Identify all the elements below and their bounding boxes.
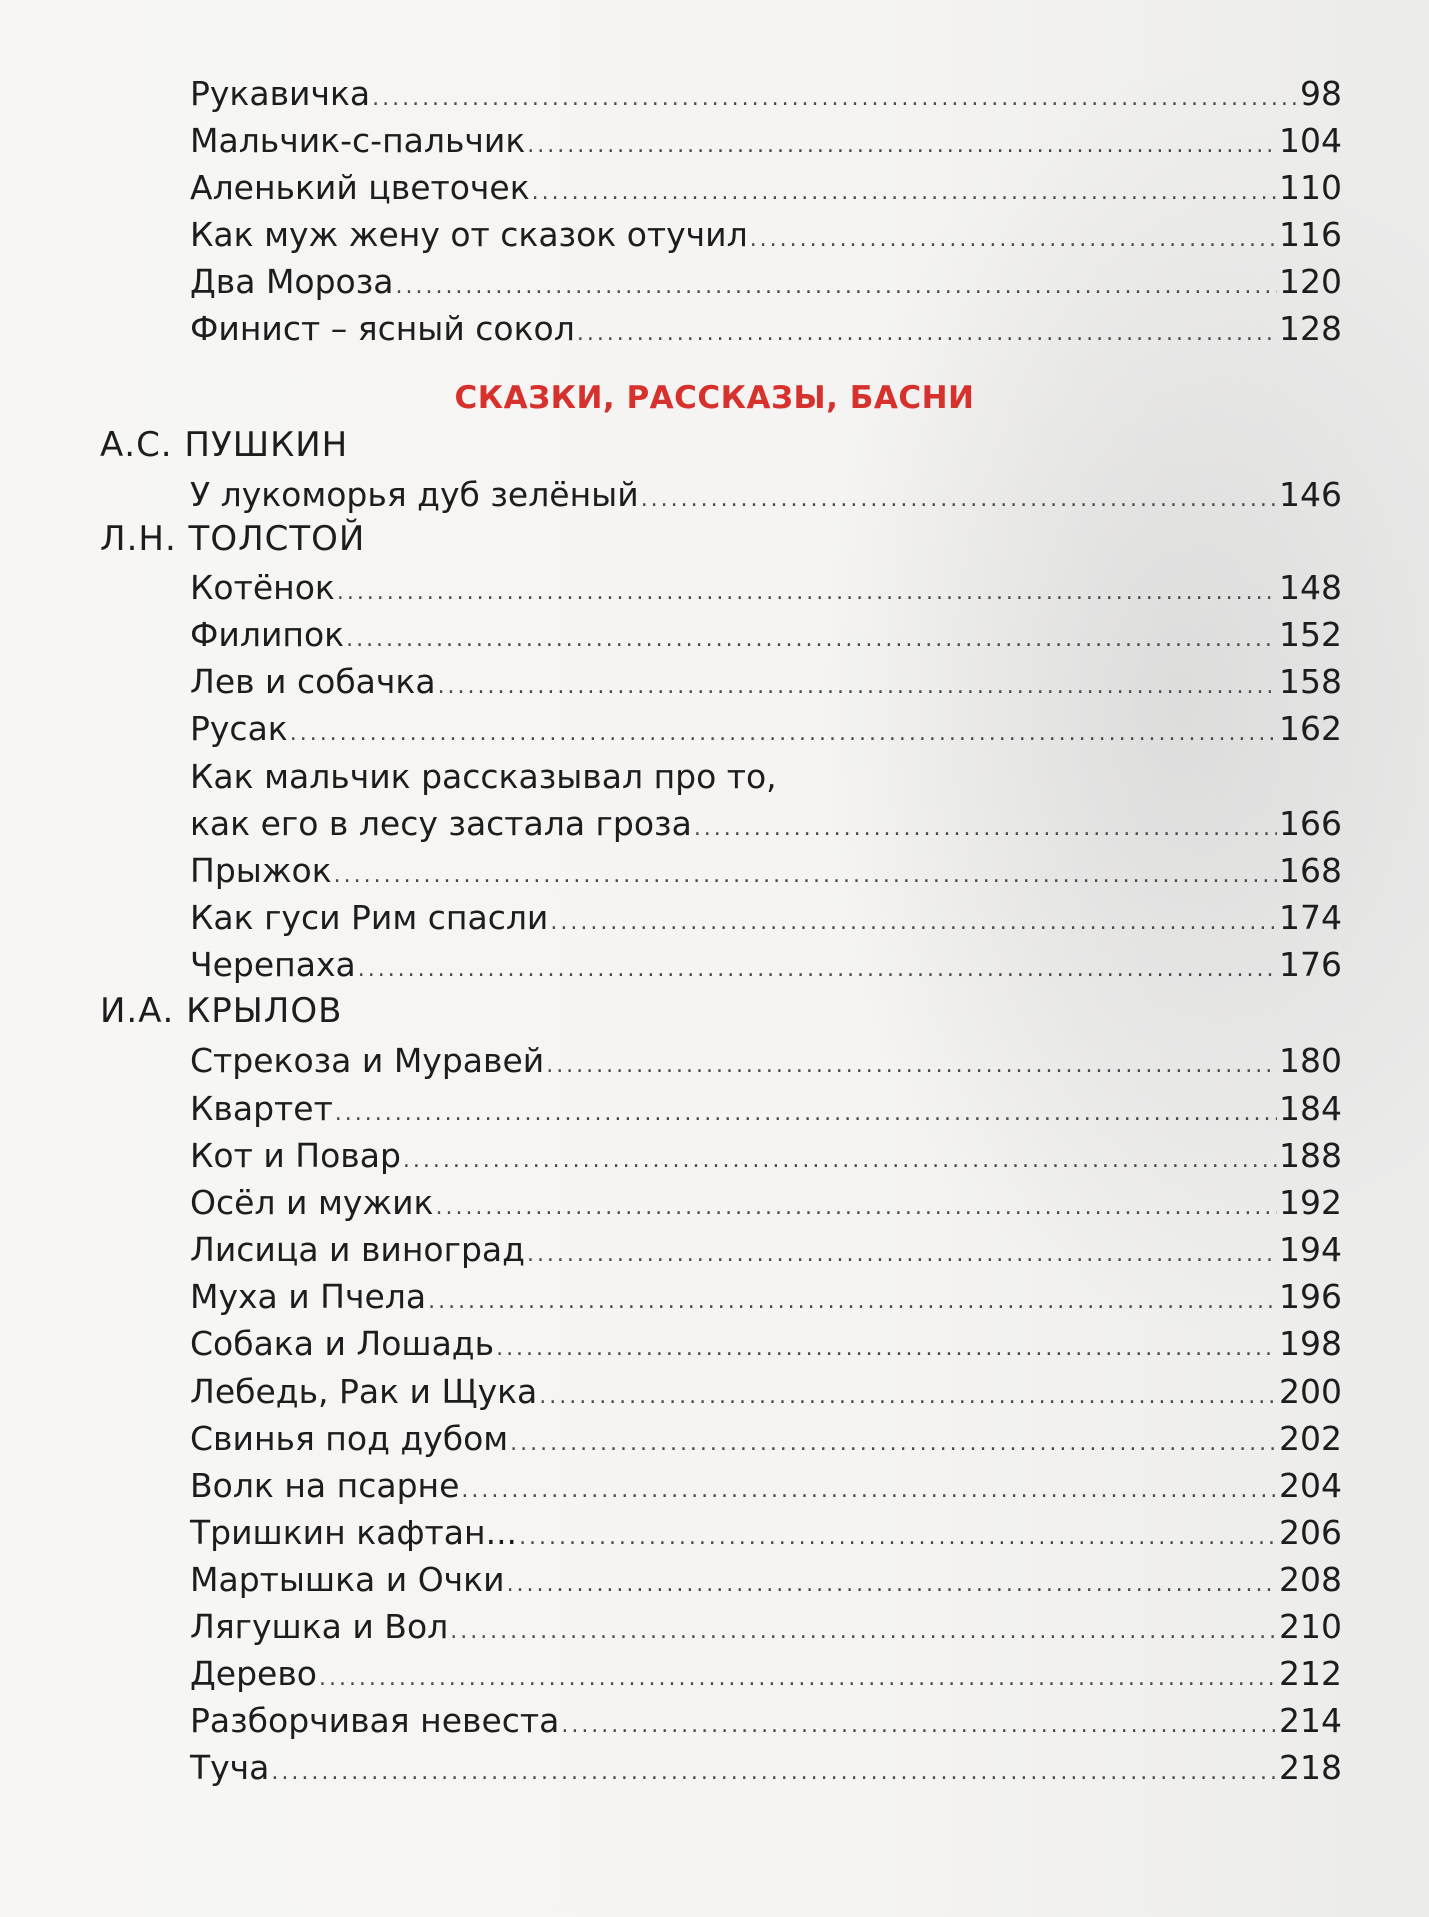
toc-entry xyxy=(0,1415,1429,1462)
dot-leader xyxy=(694,800,1277,852)
toc-entry xyxy=(0,564,1429,611)
dot-leader xyxy=(546,1037,1277,1089)
dot-leader xyxy=(271,1744,1277,1796)
entry-title: Туча xyxy=(190,1748,270,1787)
dot-leader xyxy=(527,117,1277,169)
dot-leader xyxy=(561,1697,1277,1749)
entry-page-number: 116 xyxy=(1279,215,1342,254)
entry-page-number: 206 xyxy=(1279,1513,1342,1552)
dot-leader xyxy=(335,1085,1277,1137)
toc-entry xyxy=(0,305,1429,352)
dot-leader xyxy=(403,1132,1277,1184)
toc-entry xyxy=(0,1509,1429,1556)
entry-page-number: 148 xyxy=(1279,568,1342,607)
entry-title: Мартышка и Очки xyxy=(190,1560,505,1599)
entry-page-number: 192 xyxy=(1279,1183,1342,1222)
entry-title: Мальчик-с-пальчик xyxy=(190,121,526,160)
toc-entry xyxy=(0,611,1429,658)
entry-title: У лукоморья дуб зелёный xyxy=(190,475,639,514)
toc-entry xyxy=(0,70,1429,117)
entry-title: Лисица и виноград xyxy=(190,1230,525,1269)
dot-leader xyxy=(550,894,1277,946)
dot-leader xyxy=(577,305,1277,357)
toc-entry xyxy=(0,211,1429,258)
entry-title: Лебедь, Рак и Щука xyxy=(190,1372,538,1411)
dot-leader xyxy=(641,471,1277,523)
entry-page-number: 120 xyxy=(1279,262,1342,301)
author-name: И.А. КРЫЛОВ xyxy=(100,991,343,1031)
entry-title-line2: как его в лесу застала гроза xyxy=(190,804,692,843)
entry-page-number: 194 xyxy=(1279,1230,1342,1269)
entry-title: Стрекоза и Муравей xyxy=(190,1041,545,1080)
entry-page-number: 198 xyxy=(1279,1324,1342,1363)
entry-title: Как муж жену от сказок отучил xyxy=(190,215,748,254)
dot-leader xyxy=(290,705,1277,757)
toc-entry xyxy=(0,1744,1429,1791)
author-name: А.С. ПУШКИН xyxy=(100,425,349,465)
dot-leader xyxy=(334,847,1277,899)
entry-page-number: 188 xyxy=(1279,1136,1342,1175)
entry-page-number: 210 xyxy=(1279,1607,1342,1646)
entry-page-number: 98 xyxy=(1300,74,1342,113)
entry-page-number: 212 xyxy=(1279,1654,1342,1693)
entry-title: Лягушка и Вол xyxy=(190,1607,449,1646)
entry-page-number: 202 xyxy=(1279,1419,1342,1458)
entry-page-number: 146 xyxy=(1279,475,1342,514)
entry-page-number: 152 xyxy=(1279,615,1342,654)
dot-leader xyxy=(507,1556,1277,1608)
toc-entry xyxy=(0,471,1429,518)
entry-page-number: 200 xyxy=(1279,1372,1342,1411)
entry-title: Собака и Лошадь xyxy=(190,1324,495,1363)
entry-title: Свинья под дубом xyxy=(190,1419,509,1458)
dot-leader xyxy=(519,1509,1277,1561)
entry-page-number: 196 xyxy=(1279,1277,1342,1316)
entry-title: Аленький цветочек xyxy=(190,168,530,207)
toc-entry xyxy=(0,658,1429,705)
toc-entry xyxy=(0,1132,1429,1179)
toc-entry xyxy=(0,1650,1429,1697)
entry-page-number: 180 xyxy=(1279,1041,1342,1080)
entry-page-number: 204 xyxy=(1279,1466,1342,1505)
dot-leader xyxy=(346,611,1277,663)
entry-page-number: 104 xyxy=(1279,121,1342,160)
entry-title: Волк на псарне xyxy=(190,1466,460,1505)
toc-entry xyxy=(0,894,1429,941)
entry-title: Русак xyxy=(190,709,288,748)
dot-leader xyxy=(450,1603,1277,1655)
entry-title: Как гуси Рим спасли xyxy=(190,898,549,937)
dot-leader xyxy=(319,1650,1277,1702)
dot-leader xyxy=(428,1273,1277,1325)
dot-leader xyxy=(337,564,1277,616)
entry-page-number: 166 xyxy=(1279,804,1342,843)
dot-leader xyxy=(461,1462,1277,1514)
toc-entry xyxy=(0,1603,1429,1650)
entry-title: Филипок xyxy=(190,615,345,654)
toc-entry xyxy=(0,847,1429,894)
entry-page-number: 208 xyxy=(1279,1560,1342,1599)
toc-entry xyxy=(0,1273,1429,1320)
dot-leader xyxy=(510,1415,1277,1467)
entry-page-number: 128 xyxy=(1279,309,1342,348)
entry-page-number: 214 xyxy=(1279,1701,1342,1740)
dot-leader xyxy=(396,258,1277,310)
entry-title: Финист – ясный сокол xyxy=(190,309,575,348)
dot-leader xyxy=(372,70,1298,122)
entry-page-number: 158 xyxy=(1279,662,1342,701)
entry-title: Квартет xyxy=(190,1089,333,1128)
entry-title: Кот и Повар xyxy=(190,1136,401,1175)
dot-leader xyxy=(496,1320,1277,1372)
dot-leader xyxy=(438,658,1277,710)
entry-title: Дерево xyxy=(190,1654,317,1693)
dot-leader xyxy=(435,1179,1277,1231)
toc-entry xyxy=(0,1226,1429,1273)
entry-page-number: 176 xyxy=(1279,945,1342,984)
entry-title: Муха и Пчела xyxy=(190,1277,427,1316)
toc-entry xyxy=(0,1179,1429,1226)
toc-entry xyxy=(0,1462,1429,1509)
dot-leader xyxy=(750,211,1277,263)
section-heading: СКАЗКИ, РАССКАЗЫ, БАСНИ xyxy=(454,380,975,416)
entry-title: Осёл и мужик xyxy=(190,1183,434,1222)
toc-entry xyxy=(0,705,1429,752)
dot-leader xyxy=(539,1368,1277,1420)
toc-entry xyxy=(0,1085,1429,1132)
dot-leader xyxy=(527,1226,1277,1278)
toc-entry-line1 xyxy=(0,753,1429,800)
toc-entry xyxy=(0,941,1429,988)
entry-title: Разборчивая невеста xyxy=(190,1701,560,1740)
entry-title-line1: Как мальчик рассказывал про то, xyxy=(190,757,777,796)
entry-title: Прыжок xyxy=(190,851,332,890)
toc-entry xyxy=(0,1320,1429,1367)
entry-page-number: 162 xyxy=(1279,709,1342,748)
toc-entry xyxy=(0,1368,1429,1415)
entry-page-number: 184 xyxy=(1279,1089,1342,1128)
entry-title: Котёнок xyxy=(190,568,335,607)
author-name: Л.Н. ТОЛСТОЙ xyxy=(100,519,366,559)
toc-entry xyxy=(0,1037,1429,1084)
entry-title: Лев и собачка xyxy=(190,662,436,701)
entry-page-number: 110 xyxy=(1279,168,1342,207)
entry-title: Черепаха xyxy=(190,945,356,984)
toc-entry xyxy=(0,117,1429,164)
toc-entry xyxy=(0,1556,1429,1603)
entry-page-number: 174 xyxy=(1279,898,1342,937)
entry-page-number: 168 xyxy=(1279,851,1342,890)
toc-entry xyxy=(0,1697,1429,1744)
entry-page-number: 218 xyxy=(1279,1748,1342,1787)
entry-title: Два Мороза xyxy=(190,262,394,301)
dot-leader xyxy=(358,941,1277,993)
dot-leader xyxy=(532,164,1277,216)
entry-title: Тришкин кафтан... xyxy=(190,1513,518,1552)
toc-entry xyxy=(0,800,1429,847)
toc-entry xyxy=(0,164,1429,211)
toc-entry xyxy=(0,258,1429,305)
entry-title: Рукавичка xyxy=(190,74,371,113)
